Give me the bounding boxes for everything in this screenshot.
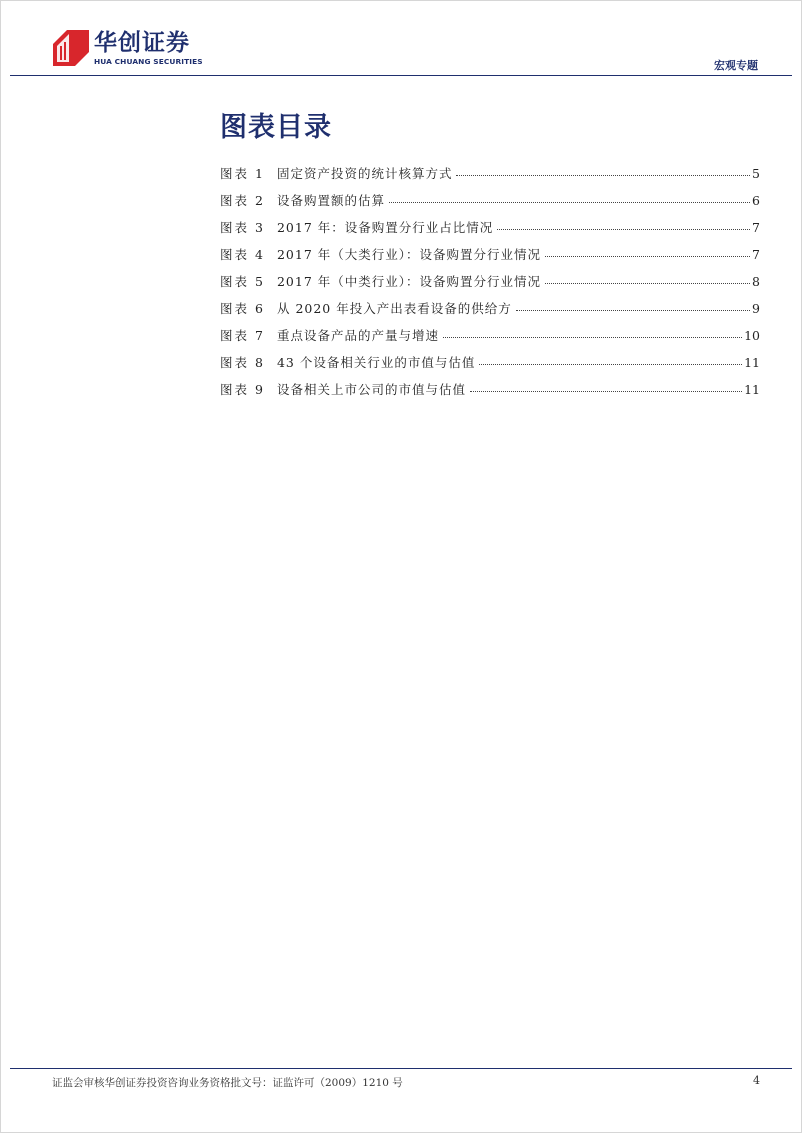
toc-entry[interactable]	[220, 327, 760, 354]
toc-entry[interactable]	[220, 165, 760, 192]
toc-entry[interactable]	[220, 246, 760, 273]
toc-entry[interactable]	[220, 381, 760, 408]
toc-dot-leader	[456, 163, 750, 176]
toc-entry-label: 图表	[220, 328, 250, 343]
toc-entry[interactable]	[220, 219, 760, 246]
toc-entry-text: 从 2020 年投入产出表看设备的供给方	[276, 301, 512, 316]
toc-entry-page: 6	[752, 193, 760, 208]
huachuang-logo-icon	[53, 30, 89, 66]
toc-entry-number: 3	[255, 220, 263, 235]
toc-entry-label: 图表	[220, 355, 250, 370]
toc-entry-text: 重点设备产品的产量与增速	[276, 328, 439, 343]
report-type-label: 宏观专题	[714, 59, 758, 72]
toc-entry-label: 图表	[220, 166, 250, 181]
toc-dot-leader	[479, 352, 742, 365]
page-number: 4	[753, 1074, 760, 1087]
toc-entry-number: 4	[255, 247, 263, 262]
toc-entry[interactable]	[220, 192, 760, 219]
toc-entry-text: 2017 年（大类行业）：设备购置分行业情况	[276, 247, 542, 262]
toc-entry-number: 5	[255, 274, 263, 289]
logo-english-name: HUA CHUANG SECURITIES	[94, 57, 203, 66]
toc-entry-page: 8	[752, 274, 760, 289]
toc-dot-leader	[545, 244, 750, 257]
toc-entry-text: 固定资产投资的统计核算方式	[276, 166, 453, 181]
toc-list	[220, 165, 760, 408]
toc-dot-leader	[516, 298, 750, 311]
toc-entry-number: 8	[255, 355, 263, 370]
toc-entry-label: 图表	[220, 301, 250, 316]
toc-entry-text: 2017 年（中类行业）：设备购置分行业情况	[276, 274, 542, 289]
toc-entry-number: 2	[255, 193, 263, 208]
toc-dot-leader	[389, 190, 750, 203]
toc-entry-label: 图表	[220, 193, 250, 208]
toc-entry-page: 11	[744, 355, 760, 370]
toc-entry-text: 2017 年：设备购置分行业占比情况	[276, 220, 494, 235]
footer-license-note: 证监会审核华创证券投资咨询业务资格批文号：证监许可（2009）1210 号	[52, 1077, 403, 1089]
toc-entry-number: 7	[255, 328, 263, 343]
toc-entry-text: 设备购置额的估算	[276, 193, 385, 208]
toc-title: 图表目录	[220, 112, 332, 143]
toc-entry-text: 设备相关上市公司的市值与估值	[276, 382, 466, 397]
footer-divider	[10, 1068, 792, 1069]
toc-entry[interactable]	[220, 354, 760, 381]
toc-dot-leader	[470, 379, 742, 392]
toc-entry-page: 10	[744, 328, 760, 343]
toc-entry-page: 7	[752, 247, 760, 262]
toc-entry[interactable]	[220, 300, 760, 327]
toc-entry-page: 9	[752, 301, 760, 316]
toc-entry-text: 43 个设备相关行业的市值与估值	[276, 355, 476, 370]
toc-entry-label: 图表	[220, 382, 250, 397]
toc-entry[interactable]	[220, 273, 760, 300]
toc-entry-number: 1	[255, 166, 263, 181]
toc-dot-leader	[545, 271, 750, 284]
toc-entry-label: 图表	[220, 274, 250, 289]
toc-dot-leader	[497, 217, 750, 230]
toc-entry-label: 图表	[220, 220, 250, 235]
toc-entry-number: 9	[255, 382, 263, 397]
toc-entry-page: 5	[752, 166, 760, 181]
toc-entry-page: 7	[752, 220, 760, 235]
toc-entry-page: 11	[744, 382, 760, 397]
logo-chinese-name: 华创证券	[94, 30, 190, 56]
toc-entry-number: 6	[255, 301, 263, 316]
toc-entry-label: 图表	[220, 247, 250, 262]
page-header	[0, 0, 802, 78]
header-divider	[10, 75, 792, 76]
toc-dot-leader	[443, 325, 742, 338]
